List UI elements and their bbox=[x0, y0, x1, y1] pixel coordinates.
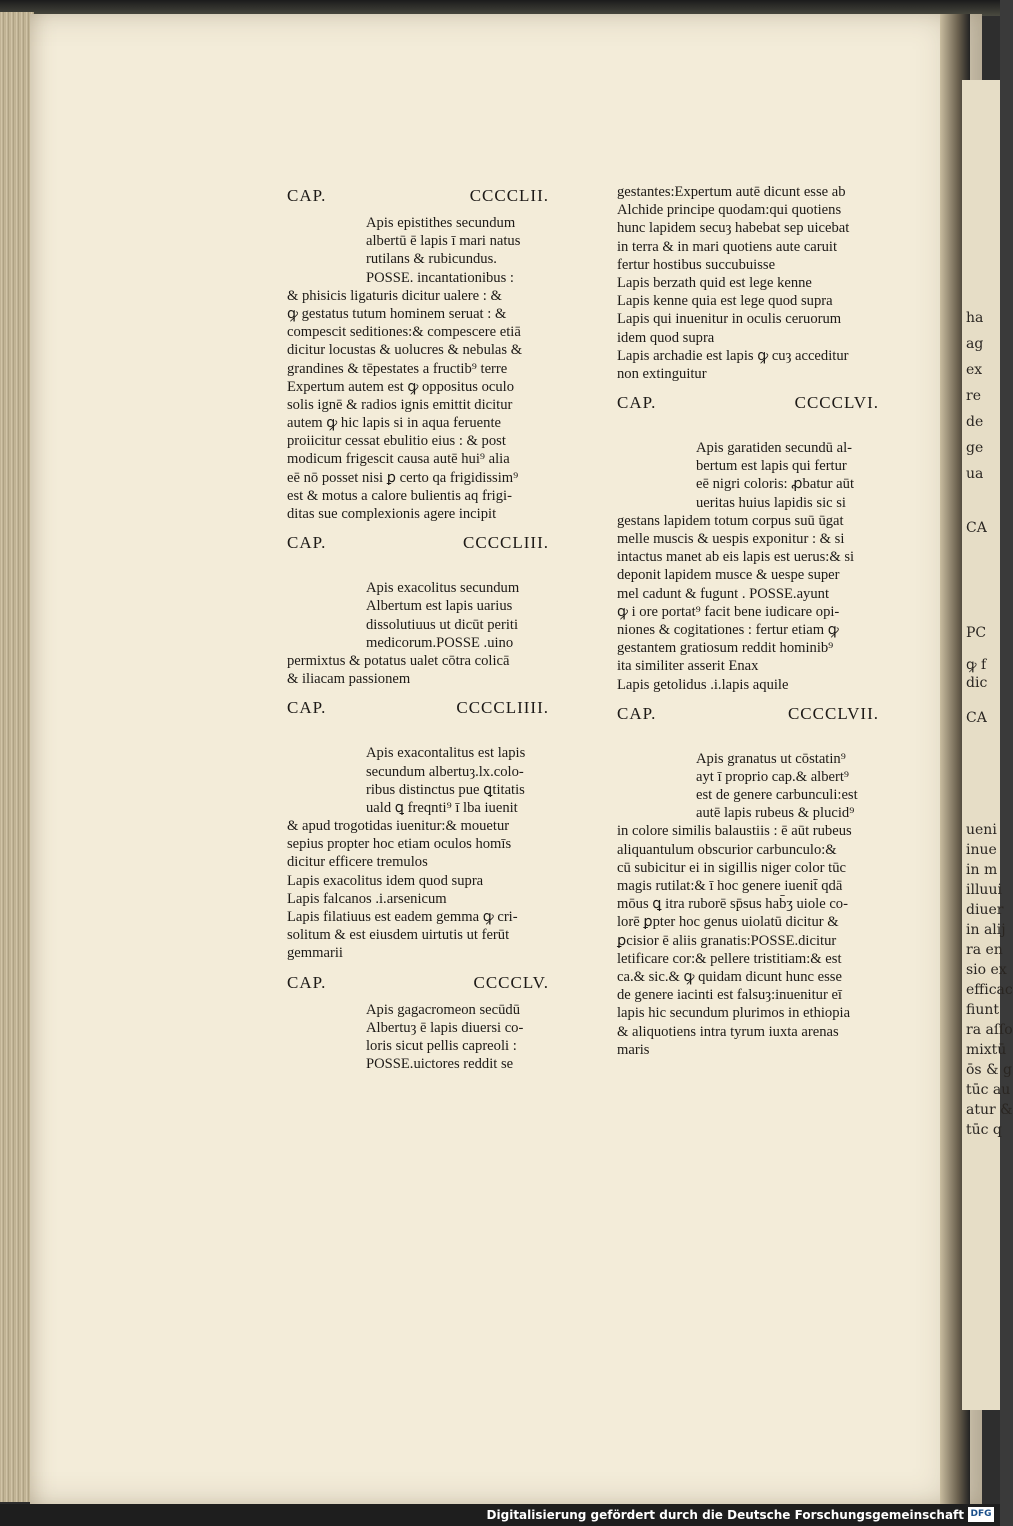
chapter-number: CCCCLIIII. bbox=[456, 698, 549, 718]
facing-fragment: atur & bbox=[966, 1102, 1013, 1118]
text-line: ca.& sic.& ꝙ quidam dicunt hunc esse bbox=[617, 968, 842, 985]
chapter-heading bbox=[617, 393, 879, 413]
text-line: autē lapis rubeus & plucid⁹ bbox=[696, 805, 855, 822]
facing-page-strip bbox=[962, 80, 1013, 1410]
text-line: Lapis qui inuenitur in oculis ceruorum bbox=[617, 311, 842, 328]
facing-fragment: CA bbox=[966, 710, 987, 726]
text-line: in terra & in mari quotiens aute caruit bbox=[617, 238, 838, 255]
spacer bbox=[617, 732, 879, 750]
facing-fragment: in m bbox=[966, 862, 998, 878]
text-line: aliquantulum obscurior carbunculo:& bbox=[617, 841, 837, 858]
spacer bbox=[287, 726, 549, 744]
text-line: eē nigri coloris: ꝓbatur aūt bbox=[696, 476, 855, 493]
text-line: magis rutilat:& ī hoc genere iuenit̄ qdā bbox=[617, 878, 843, 894]
text-line: ꝑcisior ē aliis granatis:POSSE.dicitur bbox=[617, 932, 837, 949]
facing-fragment: CA bbox=[966, 520, 987, 536]
facing-fragment: illuui bbox=[966, 882, 1002, 898]
text-line: ueritas huius lapidis sic si bbox=[696, 494, 846, 511]
text-line: uald ꝗ freqnti⁹ ī lba iuenit bbox=[366, 799, 518, 816]
facing-fragment: ꝙ f bbox=[966, 657, 987, 673]
text-line: Apis granatus ut cōstatin⁹ bbox=[696, 750, 846, 767]
text-line: & phisicis ligaturis dicitur ualere : & bbox=[287, 287, 502, 304]
text-line: est & motus a calore bulientis aq frigi- bbox=[287, 487, 512, 504]
facing-fragment: mixtū bbox=[966, 1042, 1007, 1058]
text-line: secundum albertuȝ.lx.colo- bbox=[366, 763, 524, 780]
text-line: ꝙ gestatus tutum hominem seruat : & bbox=[287, 305, 507, 322]
text-line: intactus manet ab eis lapis est uerus:& si bbox=[617, 549, 855, 566]
facing-fragment: inue bbox=[966, 842, 997, 858]
chapter-cap-label: CAP. bbox=[287, 698, 327, 718]
chapter-cap-label: CAP. bbox=[287, 972, 327, 992]
text-line: Lapis falcanos .i.arsenicum bbox=[287, 890, 447, 907]
text-line: gestans lapidem totum corpus suū ūgat bbox=[617, 512, 844, 529]
spacer bbox=[287, 561, 549, 579]
right-text-column bbox=[617, 183, 879, 1059]
text-line: ditas sue complexionis agere incipit bbox=[287, 506, 497, 522]
chapter-number: CCCCLVI. bbox=[794, 393, 879, 413]
facing-fragment: fiunt bbox=[966, 1002, 999, 1018]
text-line: Albertum est lapis uarius bbox=[366, 598, 513, 615]
text-line: albertū ē lapis ī mari natus bbox=[366, 233, 521, 250]
facing-fragment: PC bbox=[966, 625, 987, 641]
text-line: non extinguitur bbox=[617, 365, 707, 382]
text-line: ꝙ i ore portat⁹ facit bene iudicare opi- bbox=[617, 603, 840, 620]
text-line: gemmarii bbox=[287, 945, 343, 962]
text-line: Expertum autem est ꝙ oppositus oculo bbox=[287, 378, 514, 395]
text-line: Apis exacolitus secundum bbox=[366, 580, 520, 597]
text-line: & apud trogotidas iuenitur:& mouetur bbox=[287, 818, 510, 835]
facing-fragment: ge bbox=[966, 440, 984, 456]
text-line: rutilans & rubicundus. bbox=[366, 251, 497, 268]
text-line: permixtus & potatus ualet cōtra colicā bbox=[287, 652, 510, 669]
text-line: ita similiter asserit Enax bbox=[617, 658, 759, 675]
text-line: solitum & est eiusdem uirtutis ut ferūt bbox=[287, 927, 510, 944]
text-line: & iliacam passionem bbox=[287, 671, 411, 688]
facing-fragment: diuer bbox=[966, 902, 1004, 918]
facing-fragment: ōs & g bbox=[966, 1062, 1012, 1078]
spacer bbox=[617, 421, 879, 439]
text-line: proiicitur cessat ebulitio eius : & post bbox=[287, 433, 506, 450]
chapter-cap-label: CAP. bbox=[287, 186, 327, 205]
text-line: Lapis berzath quid est lege kenne bbox=[617, 274, 812, 291]
text-line: dicitur efficere tremulos bbox=[287, 854, 428, 871]
facing-fragment: sio ex bbox=[966, 962, 1007, 978]
chapter-cap-label: CAP. bbox=[287, 533, 327, 553]
chapter-number: CCCCLV. bbox=[473, 972, 549, 992]
text-line: Apis exacontalitus est lapis bbox=[366, 745, 526, 762]
text-line: hunc lapidem secuȝ habebat sep uicebat bbox=[617, 220, 850, 237]
text-line: ribus distinctus pue ꝗtitatis bbox=[366, 781, 525, 798]
text-line: Lapis filatiuus est eadem gemma ꝙ cri- bbox=[287, 909, 518, 925]
text-line: Lapis getolidus .i.lapis aquile bbox=[617, 676, 789, 693]
text-line: POSSE.uictores reddit se bbox=[366, 1056, 514, 1073]
text-line: & aliquotiens intra tyrum iuxta arenas bbox=[617, 1023, 839, 1040]
text-line: fertur hostibus succubuisse bbox=[617, 256, 776, 273]
text-line: in colore similis balaustiis : ē aūt rubeus bbox=[617, 823, 852, 840]
facing-fragment: ra aſſo bbox=[966, 1022, 1013, 1038]
text-line: Alchide principe quodam:qui quotiens bbox=[617, 202, 842, 219]
facing-fragment: ha bbox=[966, 310, 984, 326]
text-line: idem quod supra bbox=[617, 329, 715, 346]
text-line: est de genere carbunculi:est bbox=[696, 787, 858, 804]
text-line: Apis epistithes secundum bbox=[366, 215, 516, 231]
chapter-number: CCCCLIII. bbox=[463, 533, 549, 553]
text-line: eē nō posset nisi ꝑ certo qa frigidissim⁹ bbox=[287, 469, 519, 486]
chapter-heading bbox=[287, 186, 549, 206]
chapter-heading bbox=[287, 973, 549, 993]
text-line: ayt ī proprio cap.& albert⁹ bbox=[696, 768, 849, 785]
facing-fragment: in alij bbox=[966, 922, 1006, 938]
footer-credit: Digitalisierung gefördert durch die Deutsche Forschungsgemeinschaft bbox=[486, 1508, 964, 1522]
text-line: mōus ꝗ itra ruborē sp̄sus hab̄ʒ uiole co- bbox=[617, 896, 848, 913]
facing-fragment: ua bbox=[966, 466, 984, 482]
text-line: dicitur locustas & uolucres & nebulas & bbox=[287, 342, 523, 359]
page-edges bbox=[0, 12, 34, 1502]
dfg-logo: DFG bbox=[968, 1507, 994, 1522]
text-line: Lapis archadie est lapis ꝙ cuȝ acceditur bbox=[617, 347, 849, 364]
text-line: maris bbox=[617, 1041, 650, 1058]
text-line: bertum est lapis qui fertur bbox=[696, 458, 847, 475]
facing-fragment: re bbox=[966, 388, 981, 404]
text-line: Apis gagacromeon secūdū bbox=[366, 1001, 520, 1018]
text-line: compescit seditiones:& compescere etiā bbox=[287, 324, 521, 341]
text-line: POSSE. incantationibus : bbox=[366, 269, 514, 286]
text-line: letificare cor:& pellere tristitiam:& est bbox=[617, 950, 842, 967]
facing-fragment: ueni bbox=[966, 822, 997, 838]
text-line: lapis hic secundum plurimos in ethiopia bbox=[617, 1005, 851, 1022]
text-line: Apis garatiden secundū al- bbox=[696, 440, 853, 457]
facing-fragment: ex bbox=[966, 362, 983, 378]
facing-fragment: tūc q bbox=[966, 1122, 1002, 1138]
text-line: medicorum.POSSE .uino bbox=[366, 634, 514, 651]
text-line: modicum frigescit causa autē hui⁹ alia bbox=[287, 451, 510, 468]
text-line: solis ignē & radios ignis emittit dicitur bbox=[287, 396, 513, 413]
text-line: gestantes:Expertum autē dicunt esse ab bbox=[617, 184, 846, 200]
chapter-heading bbox=[617, 704, 879, 724]
chapter-number: CCCCLVII. bbox=[787, 703, 879, 723]
facing-fragment: ag bbox=[966, 336, 984, 352]
chapter-number: CCCCLII. bbox=[469, 186, 549, 205]
text-line: loris sicut pellis capreoli : bbox=[366, 1037, 517, 1054]
text-line: mel cadunt & fugunt . POSSE.ayunt bbox=[617, 585, 830, 602]
chapter-heading bbox=[287, 698, 549, 718]
chapter-cap-label: CAP. bbox=[617, 393, 657, 413]
text-line: cū subicitur ei in sigillis niger color tūc bbox=[617, 859, 846, 876]
text-line: Albertuȝ ē lapis diuersi co- bbox=[366, 1019, 524, 1036]
facing-fragment: efficac bbox=[966, 982, 1013, 998]
text-line: Lapis kenne quia est lege quod supra bbox=[617, 293, 833, 310]
facing-fragment: de bbox=[966, 414, 984, 430]
text-line: sepius propter hoc etiam oculos homīs bbox=[287, 836, 512, 853]
chapter-cap-label: CAP. bbox=[617, 703, 657, 723]
text-line: deponit lapidem musce & uespe super bbox=[617, 567, 840, 584]
chapter-heading bbox=[287, 533, 549, 553]
text-line: autem ꝙ hic lapis si in aqua feruente bbox=[287, 415, 501, 432]
text-line: melle muscis & uespis exponitur : & si bbox=[617, 531, 845, 547]
facing-fragment: tūc au bbox=[966, 1082, 1011, 1098]
text-line: grandines & tēpestates a fructib⁹ terre bbox=[287, 360, 508, 377]
left-text-column bbox=[287, 186, 549, 1073]
facing-fragment: dic bbox=[966, 675, 988, 691]
text-line: de genere iacinti est falsuȝ:inuenitur eī bbox=[617, 987, 842, 1004]
text-line: gestantem gratiosum reddit hominib⁹ bbox=[617, 640, 834, 657]
facing-fragment: ra en bbox=[966, 942, 1003, 958]
text-line: lorē ꝑpter hoc genus uiolatū dicitur & bbox=[617, 914, 839, 931]
text-line: dissolutiuus ut dicūt periti bbox=[366, 616, 519, 633]
text-line: niones & cogitationes : fertur etiam ꝙ bbox=[617, 621, 839, 638]
text-line: Lapis exacolitus idem quod supra bbox=[287, 872, 484, 889]
